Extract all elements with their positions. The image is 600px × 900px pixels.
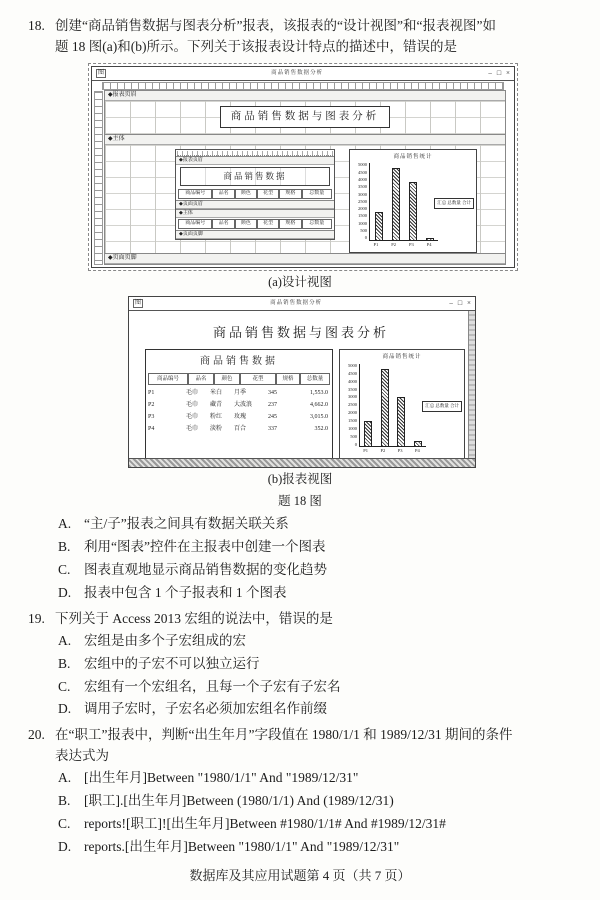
q19-option-b: B. 宏组中的子宏不可以独立运行 — [58, 655, 260, 671]
bar-P1 — [375, 212, 383, 240]
table-title: 商品销售数据 — [200, 356, 278, 368]
report-main-title: 商品销售数据与图表分析 — [212, 325, 389, 341]
table-row — [146, 387, 332, 399]
x-tick-label: P1 — [363, 448, 368, 454]
minimize-icon: – — [488, 68, 492, 77]
q19-option-d: D. 调用子宏时，子宏名必须加宏组名作前缀 — [58, 701, 327, 717]
detail-band — [105, 145, 505, 253]
window-title: 商品销售数据分析 — [270, 300, 323, 307]
chart-legend: 汇总 总数量 合计 — [434, 198, 474, 209]
sub-section-page-footer: ◆页面页脚 — [176, 230, 334, 239]
bar-P3 — [409, 182, 417, 240]
section-report-header: ◆报表页眉 — [105, 90, 505, 101]
subreport-title-label: 商品销售数据 — [180, 167, 330, 186]
x-axis-ticks — [340, 447, 464, 458]
table-cell: 藏青 — [210, 401, 223, 408]
q20-stem-line1: 在“职工”报表中，判断“出生年月”字段值在 1980/1/1 和 1989/12/31 期间的条件 — [55, 727, 513, 743]
report-view-window — [128, 296, 476, 468]
q20-stem-line2: 表达式为 — [55, 748, 109, 764]
table-body — [146, 387, 332, 435]
vertical-ruler — [94, 91, 103, 265]
x-tick-label: P4 — [414, 448, 420, 454]
window-titlebar — [129, 297, 475, 311]
q19-option-a: A. 宏组是由多个子宏组成的宏 — [58, 632, 246, 648]
vertical-scrollbar — [468, 311, 475, 467]
bar-P3 — [397, 397, 405, 447]
table-cell: 3,015.0 — [310, 413, 328, 420]
cell: 品名 — [212, 189, 234, 199]
bar-P4 — [426, 238, 434, 240]
q18-stem-line2: 题 18 图(a)和(b)所示。下列关于该报表设计特点的描述中，错误的是 — [55, 38, 457, 54]
q18-option-a: A. “主/子”报表之间具有数据关联关系 — [58, 515, 289, 531]
table-cell: P3 — [148, 413, 155, 420]
table-cell: P4 — [148, 425, 155, 432]
section-page-footer: ◆页面页脚 — [105, 253, 505, 264]
table-cell: 百合 — [234, 425, 247, 432]
cell: 颜色 — [214, 373, 240, 385]
q20-option-a: A. [出生年月]Between "1980/1/1" And "1989/12/31" — [58, 770, 359, 786]
design-canvas-area — [92, 82, 514, 267]
maximize-icon: □ — [496, 68, 502, 77]
q19-stem: 下列关于 Access 2013 宏组的说法中，错误的是 — [55, 610, 333, 626]
close-icon: × — [467, 299, 471, 308]
table-cell: 毛巾 — [186, 413, 199, 420]
bar-P2 — [392, 168, 400, 240]
cell: 花型 — [240, 373, 276, 385]
bar-P4 — [414, 441, 422, 447]
cell: 规格 — [279, 219, 301, 229]
cell: 总数量 — [302, 189, 332, 199]
subreport-design — [175, 149, 335, 240]
horizontal-ruler — [102, 82, 504, 90]
cell: 品名 — [188, 373, 214, 385]
table-cell: 淡粉 — [210, 425, 223, 432]
cell: 商品编号 — [178, 189, 212, 199]
bar-P2 — [381, 369, 389, 446]
window-icon: 图 — [98, 69, 105, 76]
x-tick-label: P2 — [380, 448, 386, 454]
subreport-column-headers — [176, 188, 334, 200]
q19-number: 19. — [28, 610, 45, 626]
design-chart — [349, 149, 477, 253]
q18-option-c: C. 图表直观地显示商品销售数据的变化趋势 — [58, 561, 327, 577]
table-cell: 粉红 — [210, 413, 223, 420]
table-cell: 毛巾 — [186, 425, 199, 432]
q18-number: 18. — [28, 18, 45, 33]
table-cell: 345 — [268, 389, 277, 396]
cell: 总数量 — [300, 373, 330, 385]
q20-number: 20. — [28, 727, 45, 743]
window-title: 商品销售数据分析 — [271, 70, 324, 77]
x-tick-label: P3 — [408, 241, 414, 247]
q20-option-d: D. reports.[出生年月]Between "1980/1/1" And "1989/12/31" — [58, 839, 400, 855]
cell: 花型 — [257, 189, 279, 199]
subreport-field-boxes — [176, 218, 334, 230]
table-cell: 米白 — [210, 389, 223, 396]
cell: 颜色 — [235, 189, 257, 199]
question-19 — [28, 609, 572, 722]
table-cell: 玫瑰 — [234, 413, 247, 420]
table-row — [146, 423, 332, 435]
chart-title: 商品销售统计 — [382, 354, 422, 361]
window-icon: 图 — [135, 300, 142, 307]
question-18 — [28, 16, 572, 605]
cell: 花型 — [257, 219, 279, 229]
table-cell: 毛巾 — [186, 401, 199, 408]
bar-P1 — [364, 421, 372, 447]
figure-a-caption: (a)设计视图 — [268, 274, 332, 289]
page-footer: 数据库及其应用试题第 4 页（共 7 页） — [189, 867, 411, 883]
q19-option-c: C. 宏组有一个宏组名，且每一个子宏有子宏名 — [58, 678, 341, 694]
table-cell: P1 — [148, 389, 155, 396]
table-cell: 245 — [268, 413, 277, 420]
figure-a-design-view — [88, 63, 518, 271]
cell: 商品编号 — [148, 373, 188, 385]
horizontal-scrollbar — [129, 458, 475, 467]
report-title-label: 商品销售数据与图表分析 — [220, 106, 391, 128]
q18-option-d: D. 报表中包含 1 个子报表和 1 个图表 — [58, 584, 287, 600]
figure-b-report-view — [128, 296, 476, 468]
table-header-row — [146, 373, 332, 387]
close-icon: × — [506, 68, 510, 77]
figure-18-label: 题 18 图 — [278, 493, 322, 508]
sales-data-table — [145, 349, 333, 459]
section-detail: ◆主体 — [105, 134, 505, 145]
x-axis-ticks — [350, 241, 476, 252]
table-cell: 毛巾 — [186, 389, 199, 396]
table-row — [146, 411, 332, 423]
q20-option-b: B. [职工].[出生年月]Between (1980/1/1) And (1989/12/31) — [58, 793, 394, 809]
cell: 总数量 — [302, 219, 332, 229]
table-cell: 337 — [268, 425, 277, 432]
cell: 品名 — [212, 219, 234, 229]
table-cell: 352.0 — [314, 425, 328, 432]
table-cell: 237 — [268, 401, 277, 408]
y-axis-ticks: 5000 4500 4000 3500 3000 2500 2000 1500 1000 500 0 — [348, 362, 357, 447]
chart-legend: 汇总 总数量 合计 — [422, 401, 462, 412]
report-page-area — [129, 311, 475, 467]
plot-area — [369, 163, 438, 241]
plot-area — [359, 364, 426, 448]
maximize-icon: □ — [457, 299, 463, 308]
table-row — [146, 399, 332, 411]
q18-option-b: B. 利用“图表”控件在主报表中创建一个图表 — [58, 538, 326, 554]
y-axis-ticks: 5000 4500 4000 3500 3000 2500 2000 1500 1000 500 0 — [358, 162, 367, 241]
x-tick-label: P2 — [391, 241, 396, 247]
table-cell: 1,553.0 — [310, 389, 328, 396]
window-titlebar — [92, 67, 514, 81]
q18-stem-line1: 创建“商品销售数据与图表分析”报表，该报表的“设计视图”和“报表视图”如 — [55, 18, 496, 33]
x-tick-label: P3 — [397, 448, 403, 454]
table-cell: 大波浪 — [234, 401, 253, 408]
question-20 — [28, 725, 572, 859]
q20-option-c: C. reports![职工]![出生年月]Between #1980/1/1# And #1989/12/31# — [58, 816, 446, 832]
cell: 规格 — [276, 373, 300, 385]
report-chart — [339, 349, 465, 459]
cell: 颜色 — [235, 219, 257, 229]
sub-section-detail: ◆主体 — [176, 209, 334, 218]
sub-section-page-header: ◆页面页眉 — [176, 200, 334, 209]
report-header-band — [105, 101, 505, 134]
x-tick-label: P4 — [426, 241, 432, 247]
table-cell: 月季 — [234, 389, 247, 396]
chart-title: 商品销售统计 — [393, 153, 433, 160]
figure-b-caption: (b)报表视图 — [267, 472, 333, 487]
design-view-window — [91, 66, 515, 268]
x-tick-label: P1 — [373, 241, 379, 247]
minimize-icon: – — [449, 299, 453, 308]
sub-section-report-header: ◆报表页眉 — [176, 156, 334, 165]
cell: 商品编号 — [178, 219, 212, 229]
table-cell: P2 — [148, 401, 155, 408]
cell: 规格 — [279, 189, 301, 199]
table-cell: 4,662.0 — [310, 401, 328, 408]
